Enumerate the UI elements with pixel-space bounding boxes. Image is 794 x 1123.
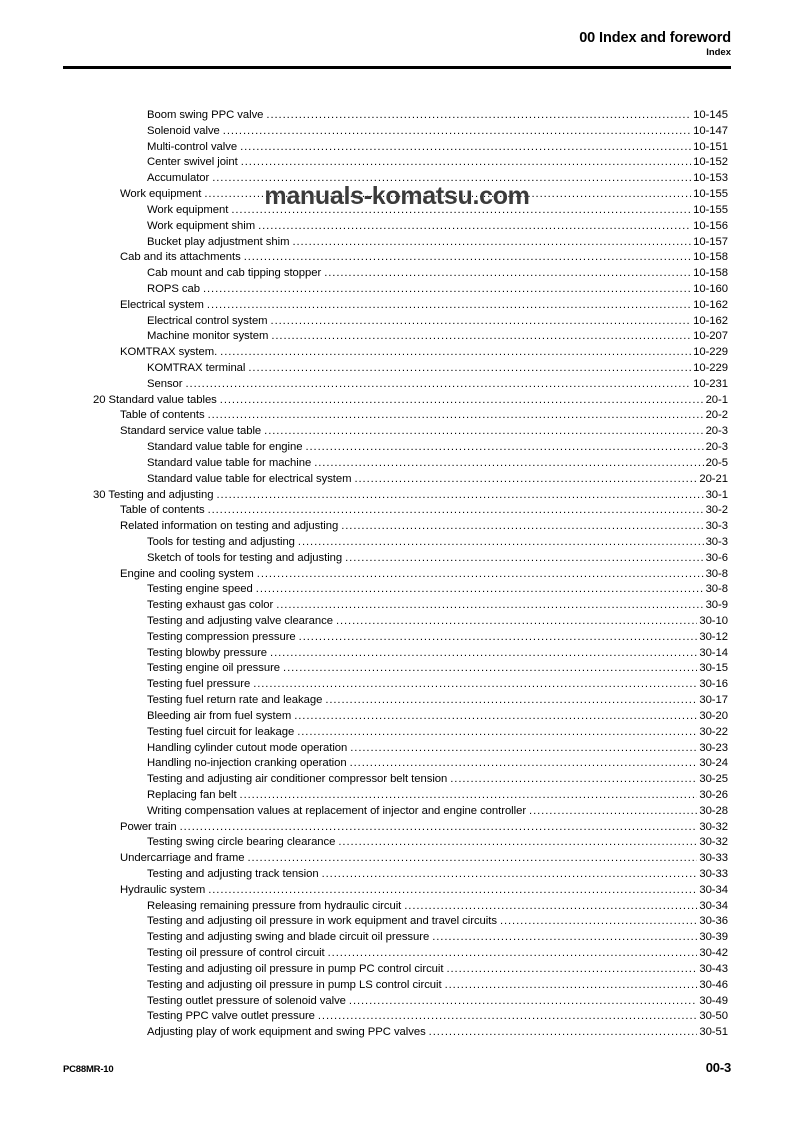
toc-entry-label: Standard value table for electrical system <box>147 472 352 485</box>
toc-entry-page-number: 30-15 <box>699 662 728 675</box>
toc-entry[interactable] <box>0 788 794 804</box>
toc-entry-page-number: 10-207 <box>693 330 728 343</box>
toc-entry-label: ROPS cab <box>147 282 200 295</box>
toc-entry[interactable] <box>0 725 794 741</box>
page-footer <box>63 1060 731 1075</box>
toc-leader-dots <box>314 456 703 472</box>
toc-leader-dots <box>336 614 697 630</box>
toc-entry-page-number: 30-49 <box>699 994 728 1007</box>
toc-entry-label: Testing compression pressure <box>147 630 296 643</box>
footer-page-number: 00-3 <box>705 1060 731 1075</box>
toc-entry-page-number: 30-6 <box>705 551 728 564</box>
toc-entry-page-number: 30-14 <box>699 646 728 659</box>
toc-leader-dots <box>338 835 697 851</box>
toc-entry-page-number: 30-23 <box>699 741 728 754</box>
toc-entry-label: Testing engine speed <box>147 583 253 596</box>
toc-entry[interactable] <box>0 488 794 504</box>
toc-entry-label: KOMTRAX system. <box>120 346 218 359</box>
toc-leader-dots <box>354 472 697 488</box>
toc-leader-dots <box>349 994 697 1010</box>
toc-entry[interactable] <box>0 551 794 567</box>
toc-entry-page-number: 30-50 <box>699 1010 728 1023</box>
toc-entry-page-number: 30-32 <box>699 836 728 849</box>
toc-entry-page-number: 30-1 <box>705 488 728 501</box>
toc-leader-dots <box>350 756 698 772</box>
toc-entry-page-number: 10-145 <box>693 109 728 121</box>
toc-leader-dots <box>350 741 697 757</box>
toc-entry-label: Undercarriage and frame <box>120 852 245 865</box>
toc-entry-page-number: 10-231 <box>693 377 728 390</box>
toc-leader-dots <box>204 187 691 203</box>
toc-entry-label: Releasing remaining pressure from hydraulic circuit <box>147 899 402 912</box>
header-divider-rule <box>63 66 731 69</box>
toc-entry[interactable] <box>0 614 794 630</box>
toc-entry-page-number: 30-12 <box>699 630 728 643</box>
toc-entry-page-number: 10-156 <box>693 219 728 232</box>
toc-entry-label: KOMTRAX terminal <box>147 362 246 374</box>
toc-entry-label: Electrical system <box>120 298 204 311</box>
toc-entry[interactable] <box>0 108 794 124</box>
toc-entry[interactable] <box>0 630 794 646</box>
toc-leader-dots <box>208 408 704 424</box>
toc-entry-label: Bleeding air from fuel system <box>147 709 292 722</box>
toc-leader-dots <box>328 946 698 962</box>
toc-entry-page-number: 10-229 <box>693 346 728 359</box>
toc-leader-dots <box>266 108 691 124</box>
toc-leader-dots <box>324 266 691 282</box>
toc-entry[interactable] <box>0 187 794 203</box>
toc-entry-page-number: 30-24 <box>699 757 728 770</box>
toc-entry-label: Adjusting play of work equipment and swing PPC valves <box>147 1026 426 1039</box>
toc-entry-page-number: 30-10 <box>699 615 728 627</box>
toc-entry[interactable] <box>0 582 794 598</box>
toc-entry-page-number: 30-20 <box>699 709 728 722</box>
toc-entry[interactable] <box>0 962 794 978</box>
toc-entry[interactable] <box>0 266 794 282</box>
toc-leader-dots <box>223 124 691 140</box>
toc-entry[interactable] <box>0 693 794 709</box>
toc-entry-label: Standard value table for engine <box>147 441 303 454</box>
toc-entry-page-number: 30-8 <box>705 567 728 580</box>
toc-entry[interactable] <box>0 124 794 140</box>
toc-entry-label: 30 Testing and adjusting <box>93 488 214 501</box>
table-of-contents <box>0 108 794 1041</box>
toc-entry-page-number: 10-152 <box>693 156 728 169</box>
toc-entry-label: Work equipment <box>120 188 202 201</box>
toc-leader-dots <box>529 804 697 820</box>
toc-entry-page-number: 10-162 <box>693 314 728 327</box>
toc-leader-dots <box>248 361 691 377</box>
toc-entry[interactable] <box>0 661 794 677</box>
toc-leader-dots <box>241 155 691 171</box>
toc-entry-page-number: 30-33 <box>699 868 728 880</box>
toc-entry-page-number: 10-155 <box>693 188 728 201</box>
toc-entry[interactable] <box>0 171 794 187</box>
toc-entry-label: Center swivel joint <box>147 156 238 169</box>
toc-leader-dots <box>283 661 697 677</box>
toc-entry[interactable] <box>0 646 794 662</box>
toc-entry[interactable] <box>0 472 794 488</box>
toc-entry[interactable] <box>0 393 794 409</box>
toc-entry-page-number: 30-25 <box>699 773 728 786</box>
toc-entry[interactable] <box>0 899 794 915</box>
toc-entry[interactable] <box>0 598 794 614</box>
toc-leader-dots <box>253 677 697 693</box>
toc-entry-label: Table of contents <box>120 504 205 517</box>
toc-leader-dots <box>208 883 697 899</box>
toc-entry-label: Testing and adjusting track tension <box>147 868 319 880</box>
toc-entry-label: Machine monitor system <box>147 330 269 343</box>
toc-entry-label: Testing and adjusting valve clearance <box>147 615 333 627</box>
toc-leader-dots <box>292 235 691 251</box>
header-chapter-title: 00 Index and foreword <box>579 30 731 46</box>
toc-entry[interactable] <box>0 709 794 725</box>
toc-entry-label: Work equipment shim <box>147 219 256 232</box>
toc-entry-label: Related information on testing and adjusting <box>120 520 339 533</box>
toc-entry-label: Multi-control valve <box>147 140 238 153</box>
toc-entry-page-number: 30-32 <box>699 820 728 833</box>
toc-entry[interactable] <box>0 503 794 519</box>
toc-entry[interactable] <box>0 519 794 535</box>
toc-entry[interactable] <box>0 835 794 851</box>
toc-entry-label: Handling cylinder cutout mode operation <box>147 741 348 754</box>
toc-entry-label: Sensor <box>147 377 183 390</box>
toc-leader-dots <box>322 867 698 883</box>
toc-entry[interactable] <box>0 535 794 551</box>
toc-leader-dots <box>257 567 704 583</box>
toc-entry-page-number: 10-153 <box>693 172 728 185</box>
toc-entry[interactable] <box>0 377 794 393</box>
toc-leader-dots <box>305 440 703 456</box>
toc-entry-label: Cab mount and cab tipping stopper <box>147 267 322 280</box>
toc-entry-page-number: 30-36 <box>699 915 728 928</box>
toc-entry-page-number: 30-51 <box>699 1026 728 1039</box>
toc-leader-dots <box>264 424 703 440</box>
toc-leader-dots <box>446 962 697 978</box>
toc-entry-page-number: 10-158 <box>693 251 728 264</box>
toc-leader-dots <box>203 282 691 298</box>
watermark-text: manuals-komatsu.com <box>264 182 530 210</box>
toc-entry-page-number: 30-8 <box>705 583 728 596</box>
toc-entry-label: Work equipment <box>147 203 229 216</box>
toc-leader-dots <box>325 693 697 709</box>
toc-entry-page-number: 20-3 <box>705 425 728 438</box>
toc-leader-dots <box>429 1025 698 1041</box>
toc-entry-page-number: 30-46 <box>699 978 728 991</box>
toc-leader-dots <box>208 503 704 519</box>
toc-entry-page-number: 30-33 <box>699 852 728 865</box>
toc-entry-label: Boom swing PPC valve <box>147 109 264 121</box>
toc-entry[interactable] <box>0 820 794 836</box>
toc-entry-page-number: 30-3 <box>705 520 728 533</box>
toc-leader-dots <box>445 978 698 994</box>
toc-entry-page-number: 30-42 <box>699 947 728 960</box>
toc-entry[interactable] <box>0 883 794 899</box>
toc-entry[interactable] <box>0 946 794 962</box>
toc-entry[interactable] <box>0 867 794 883</box>
toc-entry-page-number: 20-1 <box>705 393 728 406</box>
toc-leader-dots <box>341 519 703 535</box>
toc-entry-label: Accumulator <box>147 172 210 185</box>
toc-leader-dots <box>345 551 703 567</box>
toc-entry-label: Standard value table for machine <box>147 456 312 469</box>
toc-entry-page-number: 30-3 <box>705 535 728 548</box>
toc-leader-dots <box>271 314 692 330</box>
toc-entry-label: Testing oil pressure of control circuit <box>147 947 325 960</box>
toc-leader-dots <box>294 709 697 725</box>
toc-entry-label: Testing fuel return rate and leakage <box>147 694 323 707</box>
toc-entry[interactable] <box>0 329 794 345</box>
toc-entry-page-number: 30-34 <box>699 883 728 896</box>
header-section-subtitle: Index <box>706 47 731 58</box>
toc-entry-label: Tools for testing and adjusting <box>147 535 295 548</box>
toc-leader-dots <box>299 630 698 646</box>
toc-entry[interactable] <box>0 567 794 583</box>
toc-leader-dots <box>220 393 704 409</box>
toc-entry[interactable] <box>0 298 794 314</box>
toc-entry-label: Testing exhaust gas color <box>147 599 274 612</box>
toc-entry[interactable] <box>0 772 794 788</box>
toc-entry-label: Testing fuel circuit for leakage <box>147 725 295 738</box>
toc-entry[interactable] <box>0 440 794 456</box>
toc-leader-dots <box>180 820 698 836</box>
toc-leader-dots <box>231 203 691 219</box>
toc-entry-label: Writing compensation values at replacement of injector and engine controller <box>147 804 527 817</box>
toc-entry[interactable] <box>0 408 794 424</box>
toc-leader-dots <box>404 899 697 915</box>
toc-leader-dots <box>212 171 691 187</box>
toc-entry[interactable] <box>0 1025 794 1041</box>
toc-entry-label: Replacing fan belt <box>147 788 237 801</box>
toc-entry-page-number: 10-147 <box>693 124 728 137</box>
toc-entry-page-number: 30-43 <box>699 962 728 975</box>
toc-leader-dots <box>186 377 692 393</box>
toc-entry[interactable] <box>0 345 794 361</box>
toc-entry[interactable] <box>0 456 794 472</box>
toc-leader-dots <box>297 725 697 741</box>
toc-entry-page-number: 30-39 <box>699 931 728 944</box>
toc-entry[interactable] <box>0 250 794 266</box>
toc-leader-dots <box>432 930 697 946</box>
toc-entry-page-number: 20-5 <box>705 456 728 469</box>
toc-entry-label: Testing fuel pressure <box>147 678 251 691</box>
toc-leader-dots <box>450 772 697 788</box>
toc-entry[interactable] <box>0 994 794 1010</box>
toc-entry[interactable] <box>0 914 794 930</box>
toc-entry-label: Testing PPC valve outlet pressure <box>147 1010 315 1023</box>
footer-model-number: PC88MR-10 <box>63 1064 114 1075</box>
toc-entry-label: Testing and adjusting swing and blade circuit oil pressure <box>147 931 430 944</box>
toc-entry-page-number: 10-158 <box>693 267 728 280</box>
toc-entry-label: 20 Standard value tables <box>93 393 217 406</box>
toc-entry[interactable] <box>0 235 794 251</box>
toc-entry[interactable] <box>0 424 794 440</box>
toc-entry[interactable] <box>0 851 794 867</box>
toc-entry[interactable] <box>0 314 794 330</box>
toc-entry-page-number: 30-16 <box>699 678 728 691</box>
toc-entry-page-number: 10-157 <box>693 235 728 248</box>
toc-entry-page-number: 10-151 <box>693 140 728 153</box>
toc-entry-label: Solenoid valve <box>147 124 220 137</box>
toc-leader-dots <box>247 851 697 867</box>
toc-entry[interactable] <box>0 804 794 820</box>
toc-entry-label: Testing and adjusting oil pressure in pump LS control circuit <box>147 978 442 991</box>
toc-leader-dots <box>240 140 691 156</box>
toc-entry[interactable] <box>0 282 794 298</box>
toc-entry-page-number: 30-28 <box>699 804 728 817</box>
toc-entry-label: Testing engine oil pressure <box>147 662 281 675</box>
toc-leader-dots <box>276 598 703 614</box>
toc-entry-page-number: 20-21 <box>699 472 728 485</box>
toc-entry-label: Power train <box>120 820 177 833</box>
toc-entry-label: Testing blowby pressure <box>147 646 268 659</box>
toc-entry-page-number: 30-22 <box>699 725 728 738</box>
toc-entry-label: Handling no-injection cranking operation <box>147 757 347 770</box>
toc-leader-dots <box>500 914 697 930</box>
toc-entry-label: Standard service value table <box>120 425 262 438</box>
toc-entry-page-number: 30-26 <box>699 788 728 801</box>
toc-entry-label: Cab and its attachments <box>120 251 241 264</box>
toc-entry-page-number: 30-9 <box>705 599 728 612</box>
toc-entry-page-number: 10-162 <box>693 298 728 311</box>
toc-entry-label: Hydraulic system <box>120 883 206 896</box>
page-header <box>63 30 731 59</box>
toc-leader-dots <box>240 788 698 804</box>
toc-entry-label: Testing swing circle bearing clearance <box>147 836 336 849</box>
toc-entry-label: Testing and adjusting oil pressure in pump PC control circuit <box>147 962 444 975</box>
toc-entry[interactable] <box>0 741 794 757</box>
toc-entry-label: Testing and adjusting oil pressure in work equipment and travel circuits <box>147 915 497 928</box>
toc-entry-label: Table of contents <box>120 409 205 422</box>
toc-leader-dots <box>256 582 704 598</box>
toc-entry-page-number: 20-2 <box>705 409 728 422</box>
toc-entry-page-number: 30-17 <box>699 694 728 707</box>
toc-leader-dots <box>270 646 697 662</box>
toc-entry[interactable] <box>0 978 794 994</box>
toc-entry-label: Electrical control system <box>147 314 268 327</box>
toc-entry[interactable] <box>0 155 794 171</box>
toc-entry-page-number: 10-229 <box>693 362 728 374</box>
toc-leader-dots <box>220 345 691 361</box>
toc-leader-dots <box>244 250 691 266</box>
toc-leader-dots <box>318 1009 697 1025</box>
toc-entry[interactable] <box>0 1009 794 1025</box>
toc-entry-label: Testing and adjusting air conditioner compressor belt tension <box>147 773 448 786</box>
toc-entry[interactable] <box>0 203 794 219</box>
toc-entry-page-number: 10-155 <box>693 203 728 216</box>
toc-entry[interactable] <box>0 756 794 772</box>
toc-entry-page-number: 10-160 <box>693 282 728 295</box>
toc-entry-label: Sketch of tools for testing and adjusting <box>147 551 343 564</box>
toc-entry-label: Bucket play adjustment shim <box>147 235 290 248</box>
toc-entry-label: Testing outlet pressure of solenoid valve <box>147 994 346 1007</box>
toc-leader-dots <box>207 298 691 314</box>
toc-entry[interactable] <box>0 140 794 156</box>
toc-leader-dots <box>271 329 691 345</box>
toc-entry-page-number: 20-3 <box>705 441 728 454</box>
toc-entry[interactable] <box>0 361 794 377</box>
toc-entry-label: Engine and cooling system <box>120 567 254 580</box>
toc-leader-dots <box>298 535 704 551</box>
toc-leader-dots <box>216 488 703 504</box>
toc-leader-dots <box>258 219 691 235</box>
toc-entry-page-number: 30-34 <box>699 899 728 912</box>
toc-entry-page-number: 30-2 <box>705 504 728 517</box>
toc-entry[interactable] <box>0 219 794 235</box>
toc-entry[interactable] <box>0 930 794 946</box>
toc-entry[interactable] <box>0 677 794 693</box>
